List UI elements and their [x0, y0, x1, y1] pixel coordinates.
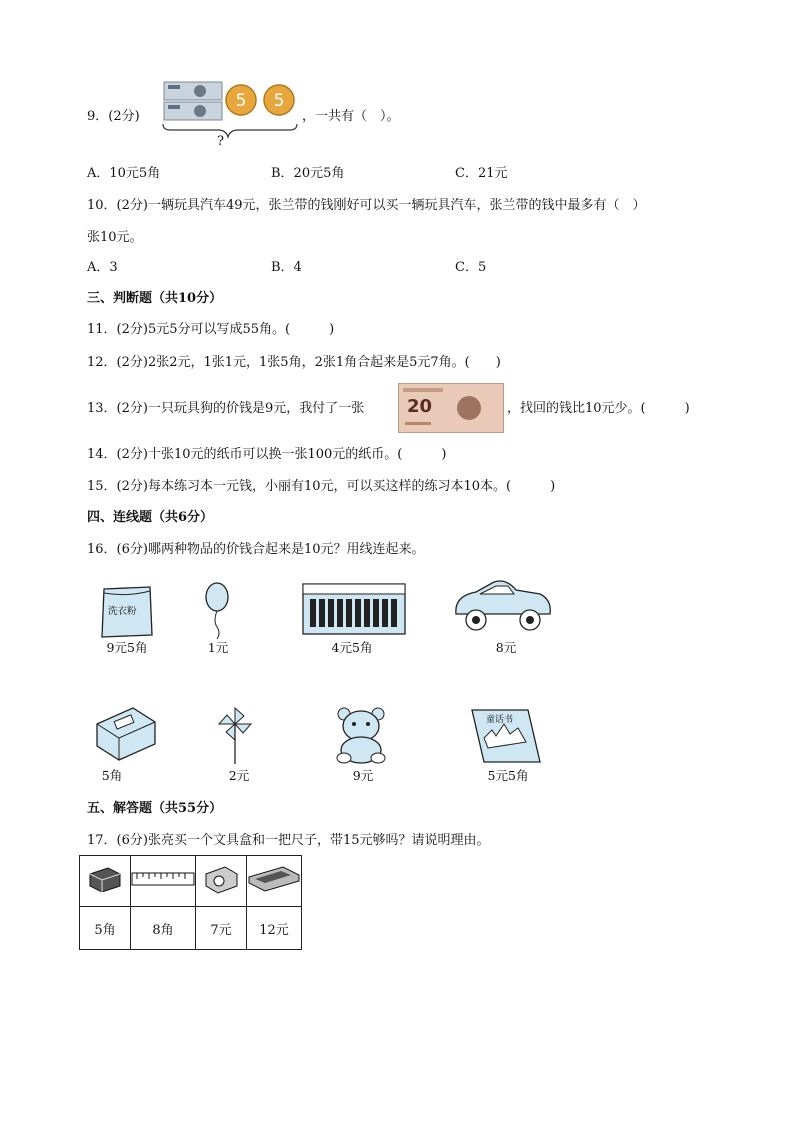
q11: 11．(2分)5元5分可以写成55角。( ) [87, 322, 335, 337]
ruler-icon [131, 871, 195, 887]
q10-line2: 张10元。 [87, 230, 143, 245]
q10-option-b[interactable]: B．4 [271, 260, 302, 275]
q13-prefix: 13．(2分)一只玩具狗的价钱是9元，我付了一张 [87, 401, 365, 416]
note-value: 20 [407, 396, 433, 417]
q9-option-c[interactable]: C．21元 [455, 166, 508, 181]
q10-line1: 10．(2分)一辆玩具汽车49元，张兰带的钱刚好可以买一辆玩具汽车，张兰带的钱中最多有（ ） [87, 198, 646, 213]
q10-option-a[interactable]: A．3 [87, 260, 118, 275]
q9-money-illustration [160, 80, 300, 152]
item-price-label: 9元5角 [106, 640, 148, 655]
item-price-label: 5元5角 [487, 768, 529, 783]
price-table-cell [80, 856, 131, 907]
item-price-label: 8元 [495, 640, 517, 655]
price-table-cell [247, 856, 302, 907]
storybook-icon[interactable] [470, 708, 542, 764]
price-value: 7元 [196, 907, 247, 950]
q15: 15．(2分)每本练习本一元钱，小丽有10元，可以买这样的练习本10本。( ) [87, 479, 556, 494]
brace-label: ? [217, 134, 224, 149]
section5-heading: 五、解答题（共55分） [87, 801, 223, 816]
toy-bear-icon[interactable] [334, 706, 388, 764]
price-table-cell [131, 856, 196, 907]
pencil-case-icon [247, 865, 301, 893]
q9-suffix: ，一共有（ ）。 [302, 109, 400, 124]
toy-car-icon[interactable] [450, 576, 554, 638]
crayon-box-icon[interactable] [302, 583, 406, 635]
sharpener-icon [203, 864, 239, 894]
twenty-yuan-note-icon [398, 383, 504, 433]
five-jiao-coin-icon [264, 85, 294, 115]
q14: 14．(2分)十张10元的纸币可以换一张100元的纸币。( ) [87, 447, 447, 462]
storybook-tag: 童话书 [486, 715, 514, 725]
q9-option-a[interactable]: A．10元5角 [87, 166, 161, 181]
q9-option-b[interactable]: B．20元5角 [271, 166, 345, 181]
pinwheel-icon[interactable] [218, 706, 252, 764]
q17-stem: 17．(6分)张亮买一个文具盒和一把尺子，带15元够吗？请说明理由。 [87, 833, 490, 848]
brace-icon [163, 124, 297, 137]
price-table-cell [196, 856, 247, 907]
price-value: 5角 [80, 907, 131, 950]
eraser-icon [88, 866, 122, 892]
section4-heading: 四、连线题（共6分） [87, 510, 214, 525]
ten-yuan-note-icon [164, 82, 222, 100]
pencil-sharpener-icon[interactable] [93, 704, 159, 764]
q16-stem: 16．(6分)哪两种物品的价钱合起来是10元？用线连起来。 [87, 542, 425, 557]
item-price-label: 5角 [101, 768, 123, 783]
q9-prefix: 9．(2分) [87, 109, 140, 124]
detergent-bag-icon[interactable] [100, 583, 154, 639]
price-value: 12元 [247, 907, 302, 950]
q12: 12．(2分)2张2元，1张1元，1张5角，2张1角合起来是5元7角。( ) [87, 355, 501, 370]
ten-yuan-note-icon [164, 102, 222, 120]
section3-heading: 三、判断题（共10分） [87, 291, 223, 306]
item-price-label: 4元5角 [331, 640, 373, 655]
item-price-label: 1元 [207, 640, 229, 655]
q13-suffix: ，找回的钱比10元少。( ) [507, 401, 690, 416]
q10-option-c[interactable]: C．5 [455, 260, 487, 275]
item-price-label: 9元 [352, 768, 374, 783]
svg-text:5: 5 [273, 91, 285, 111]
q17-price-table [79, 855, 302, 950]
detergent-tag: 洗衣粉 [108, 606, 137, 617]
five-jiao-coin-icon [226, 85, 256, 115]
price-value: 8角 [131, 907, 196, 950]
svg-text:5: 5 [235, 91, 247, 111]
item-price-label: 2元 [228, 768, 250, 783]
balloon-icon[interactable] [203, 581, 231, 639]
